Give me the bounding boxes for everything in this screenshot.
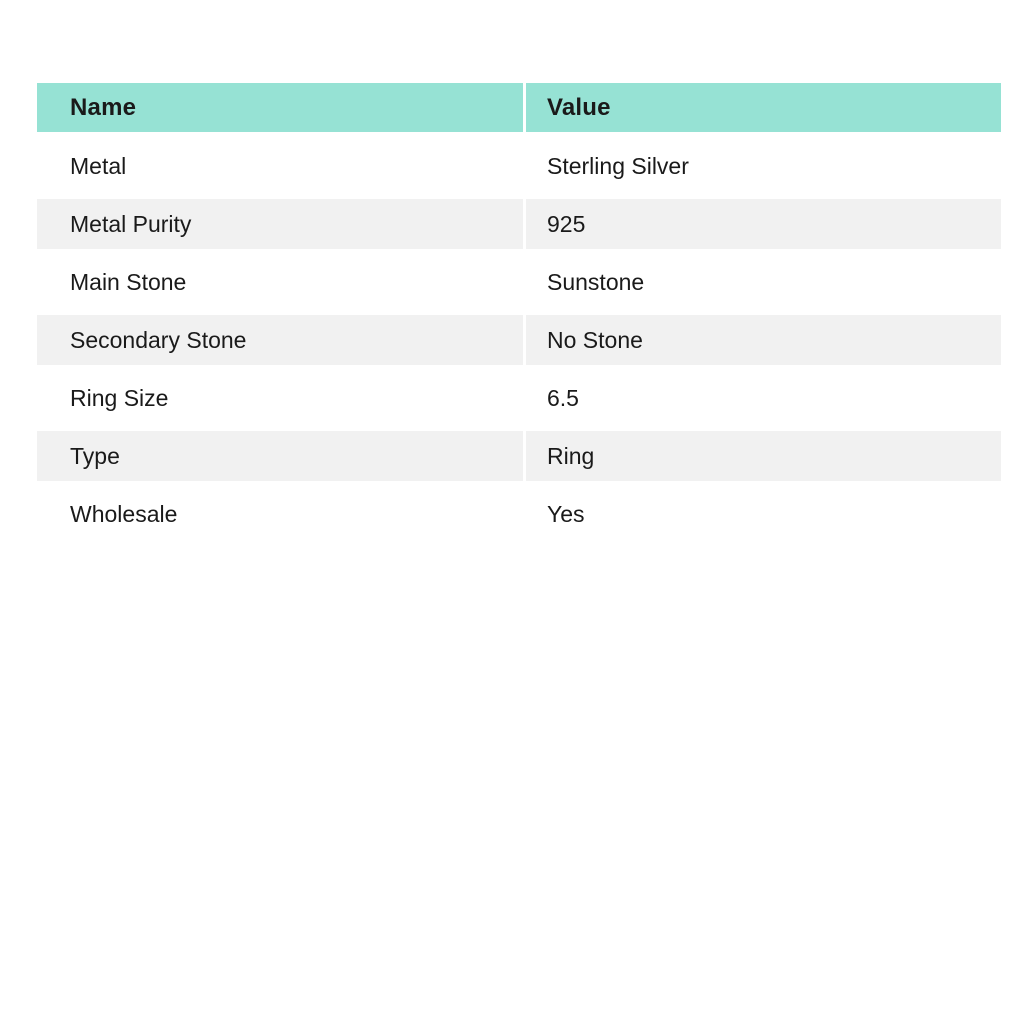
table-row-wholesale xyxy=(37,485,1001,543)
row-name-cell: Wholesale xyxy=(70,500,178,527)
row-value-cell: Sunstone xyxy=(547,268,645,295)
table-body xyxy=(37,137,1001,543)
column-header-value: Value xyxy=(526,83,1001,132)
row-value-cell: No Stone xyxy=(526,311,1001,369)
product-spec-table xyxy=(37,83,1001,543)
table-row-metal-purity xyxy=(37,195,1001,253)
row-value-cell: 925 xyxy=(526,195,1001,253)
table-header xyxy=(37,83,1001,132)
row-value-cell: Sterling Silver xyxy=(547,152,689,179)
table-row-type xyxy=(37,427,1001,485)
row-name-cell: Main Stone xyxy=(70,268,187,295)
row-name-cell: Ring Size xyxy=(70,384,169,411)
row-value-cell: Yes xyxy=(547,500,585,527)
row-name-cell: Secondary Stone xyxy=(37,311,523,369)
column-header-name: Name xyxy=(37,83,523,132)
row-value-cell: 6.5 xyxy=(547,384,579,411)
table-row-metal xyxy=(37,137,1001,195)
row-name-cell: Type xyxy=(37,427,523,485)
row-value-cell: Ring xyxy=(526,427,1001,485)
row-name-cell: Metal Purity xyxy=(37,195,523,253)
table-row-secondary-stone xyxy=(37,311,1001,369)
table-row-ring-size xyxy=(37,369,1001,427)
table-row-main-stone xyxy=(37,253,1001,311)
row-name-cell: Metal xyxy=(70,152,127,179)
